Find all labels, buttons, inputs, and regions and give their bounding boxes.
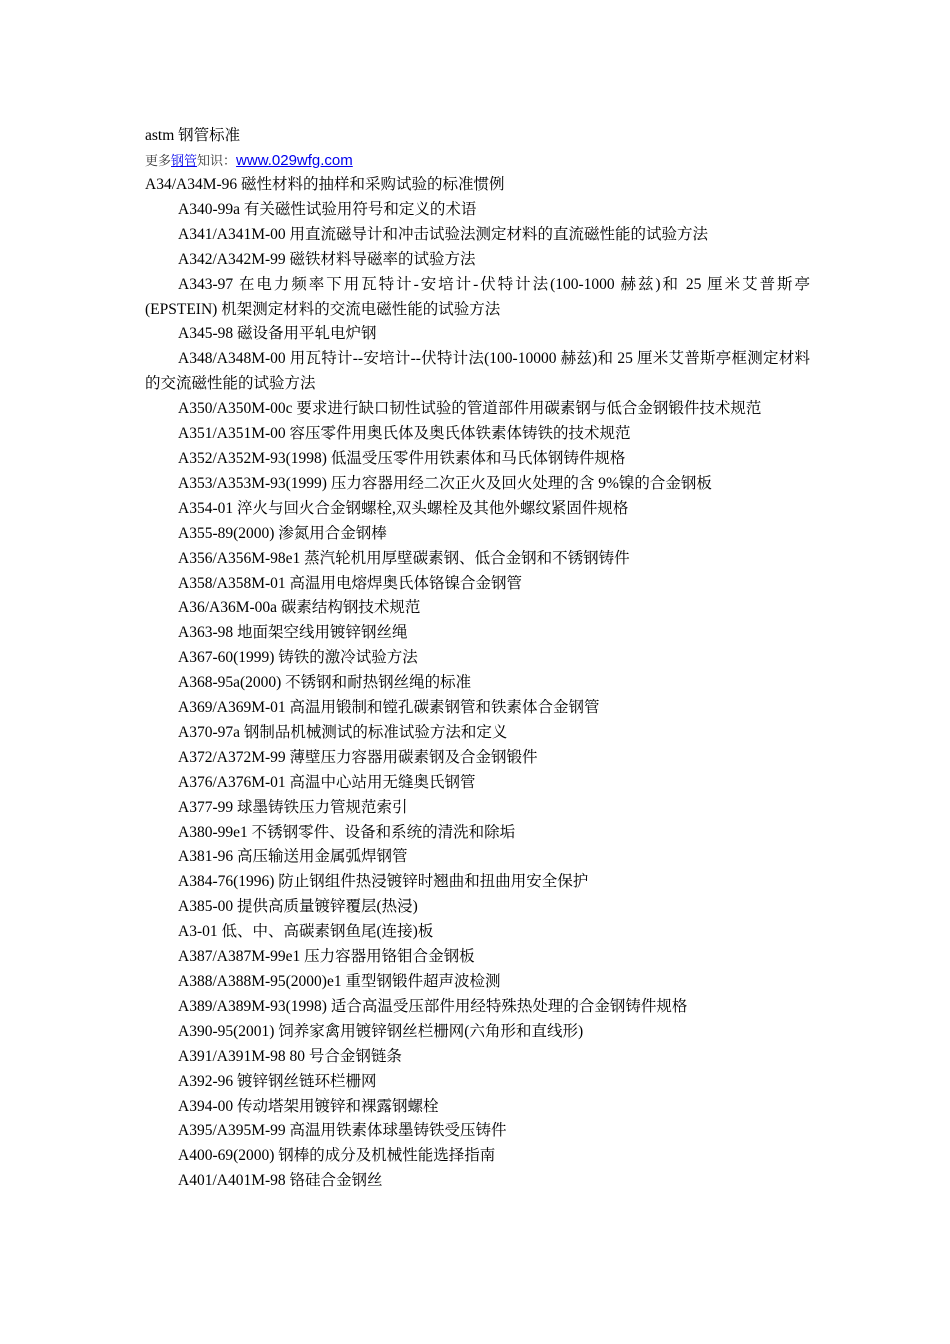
standard-item: A380-99e1 不锈钢零件、设备和系统的清洗和除垢	[178, 823, 516, 841]
more-info-line	[145, 148, 810, 173]
document-body	[145, 123, 810, 1194]
standard-item: A355-89(2000) 渗氮用合金钢棒	[178, 524, 387, 542]
standard-item: A352/A352M-93(1998) 低温受压零件用铁素体和马氏体钢铸件规格	[178, 449, 626, 467]
standard-item: A394-00 传动塔架用镀锌和裸露钢螺栓	[178, 1097, 439, 1115]
standard-item: A342/A342M-99 磁铁材料导磁率的试验方法	[178, 250, 476, 268]
standard-item: A377-99 球墨铸铁压力管规范索引	[178, 798, 408, 816]
standard-item: A368-95a(2000) 不锈钢和耐热钢丝绳的标准	[178, 674, 472, 692]
standard-item: A345-98 磁设备用平轧电炉钢	[178, 325, 377, 343]
standard-item: A395/A395M-99 高温用铁素体球墨铸铁受压铸件	[178, 1122, 507, 1140]
document-title: astm 钢管标准	[145, 127, 241, 144]
standard-item: A341/A341M-00 用直流磁导计和冲击试验法测定材料的直流磁性能的试验方法	[178, 225, 709, 243]
standard-item: A34/A34M-96 磁性材料的抽样和采购试验的标准惯例	[145, 176, 505, 193]
standard-item: A388/A388M-95(2000)e1 重型钢锻件超声波检测	[178, 973, 501, 990]
standard-item: A370-97a 钢制品机械测试的标准试验方法和定义	[178, 723, 508, 741]
standard-item: A401/A401M-98 铬硅合金钢丝	[178, 1172, 383, 1190]
standard-item: A384-76(1996) 防止钢组件热浸镀锌时翘曲和扭曲用安全保护	[178, 873, 589, 891]
standard-item: A363-98 地面架空线用镀锌钢丝绳	[178, 624, 408, 642]
standard-item: A340-99a 有关磁性试验用符号和定义的术语	[178, 200, 477, 218]
standard-item: A369/A369M-01 高温用锻制和镗孔碳素钢管和铁素体合金钢管	[178, 699, 600, 717]
standard-item: A381-96 高压输送用金属弧焊钢管	[178, 848, 408, 866]
standard-item: A343-97 在电力频率下用瓦特计-安培计-伏特计法(100-1000 赫兹)和 25 厘米艾普斯亭(EPSTEIN) 机架测定材料的交流电磁性能的试验方法	[145, 275, 810, 318]
standard-item: A36/A36M-00a 碳素结构钢技术规范	[178, 599, 421, 617]
standard-item: A367-60(1999) 铸铁的激冷试验方法	[178, 649, 418, 667]
standard-item: A387/A387M-99e1 压力容器用铬钼合金钢板	[178, 948, 475, 966]
standard-item: A351/A351M-00 容压零件用奥氏体及奥氏体铁素体铸铁的技术规范	[178, 425, 631, 443]
steel-pipe-link[interactable]: 钢管	[171, 153, 198, 168]
standard-item: A392-96 镀锌钢丝链环栏栅网	[178, 1072, 377, 1090]
more-middle: 知识：	[197, 153, 237, 168]
standard-item: A372/A372M-99 薄壁压力容器用碳素钢及合金钢锻件	[178, 748, 538, 766]
standard-item: A350/A350M-00c 要求进行缺口韧性试验的管道部件用碳素钢与低合金钢锻件技术规范	[178, 400, 762, 418]
standard-item: A358/A358M-01 高温用电熔焊奥氏体铬镍合金钢管	[178, 574, 523, 592]
standard-item: A3-01 低、中、高碳素钢鱼尾(连接)板	[178, 923, 434, 941]
standard-item: A390-95(2001) 饲养家禽用镀锌钢丝栏栅网(六角形和直线形)	[178, 1022, 584, 1040]
standard-item: A385-00 提供高质量镀锌覆层(热浸)	[178, 898, 418, 916]
standard-item: A391/A391M-98 80 号合金钢链条	[178, 1047, 402, 1065]
standard-item: A354-01 淬火与回火合金钢螺栓,双头螺栓及其他外螺纹紧固件规格	[178, 499, 629, 517]
standard-item: A389/A389M-93(1998) 适合高温受压部件用经特殊热处理的合金钢铸件规格	[178, 997, 688, 1015]
standard-item: A348/A348M-00 用瓦特计--安培计--伏特计法(100-10000 赫兹)和 25 厘米艾普斯亭框测定材料的交流磁性能的试验方法	[145, 350, 810, 393]
standard-item: A356/A356M-98e1 蒸汽轮机用厚壁碳素钢、低合金钢和不锈钢铸件	[178, 549, 630, 567]
more-prefix: 更多	[145, 153, 172, 168]
standards-list	[145, 173, 810, 1194]
standard-item: A353/A353M-93(1999) 压力容器用经二次正火及回火处理的含 9%镍的合金钢板	[178, 474, 712, 492]
standard-item: A376/A376M-01 高温中心站用无缝奥氏钢管	[178, 773, 476, 791]
website-link[interactable]: www.029wfg.com	[236, 152, 353, 169]
standard-item: A400-69(2000) 钢棒的成分及机械性能选择指南	[178, 1147, 496, 1165]
